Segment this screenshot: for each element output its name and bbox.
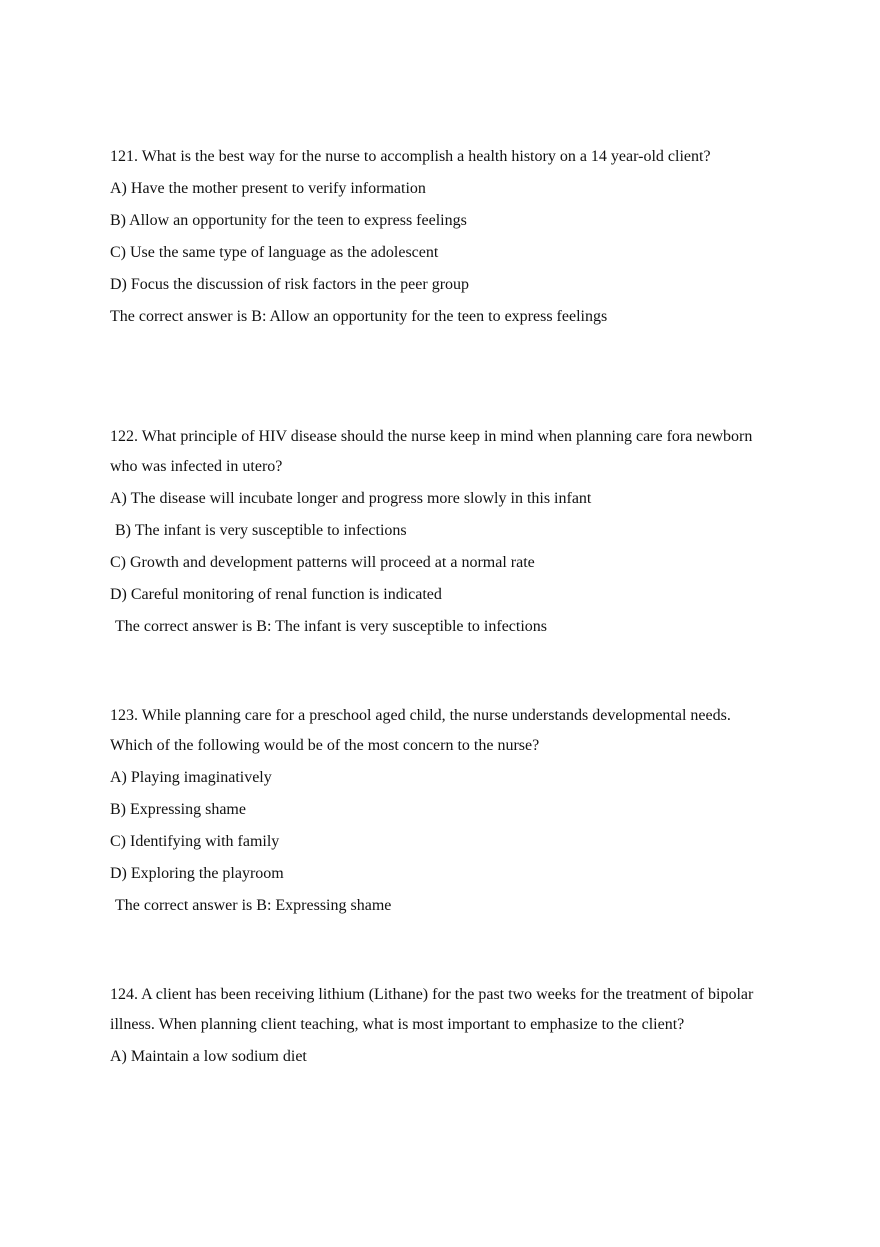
option-b: B) Expressing shame [110,801,246,818]
question-123 [110,701,770,923]
correct-answer: The correct answer is B: Allow an opportunity for the teen to express feelings [110,308,608,325]
option-c: C) Use the same type of language as the adolescent [110,244,439,261]
option-c: C) Identifying with family [110,833,280,850]
option-b: B) Allow an opportunity for the teen to express feelings [110,212,467,229]
question-stem: 121. What is the best way for the nurse to accomplish a health history on a 14 year-old client? [110,148,711,165]
option-a: A) Playing imaginatively [110,769,272,786]
correct-answer: The correct answer is B: Expressing shame [115,897,392,914]
option-b: B) The infant is very susceptible to infections [115,522,407,539]
option-a: A) Have the mother present to verify information [110,180,426,197]
option-d: D) Exploring the playroom [110,865,284,882]
question-stem: 123. While planning care for a preschool aged child, the nurse understands developmental needs. Which of the following would be of the most concern to the nurse? [110,707,731,754]
question-stem: 122. What principle of HIV disease should the nurse keep in mind when planning care fora newborn who was infected in utero? [110,428,753,475]
option-c: C) Growth and development patterns will proceed at a normal rate [110,554,535,571]
option-d: D) Focus the discussion of risk factors in the peer group [110,276,470,293]
question-stem: 124. A client has been receiving lithium (Lithane) for the past two weeks for the treatment of bipolar illness. When planning client teaching, what is most important to emphasize to the client? [110,986,754,1033]
question-124 [110,980,770,1074]
question-122 [110,422,770,644]
option-d: D) Careful monitoring of renal function is indicated [110,586,442,603]
correct-answer: The correct answer is B: The infant is very susceptible to infections [115,618,548,635]
option-a: A) The disease will incubate longer and progress more slowly in this infant [110,490,592,507]
option-a: A) Maintain a low sodium diet [110,1048,307,1065]
question-121 [110,142,770,334]
